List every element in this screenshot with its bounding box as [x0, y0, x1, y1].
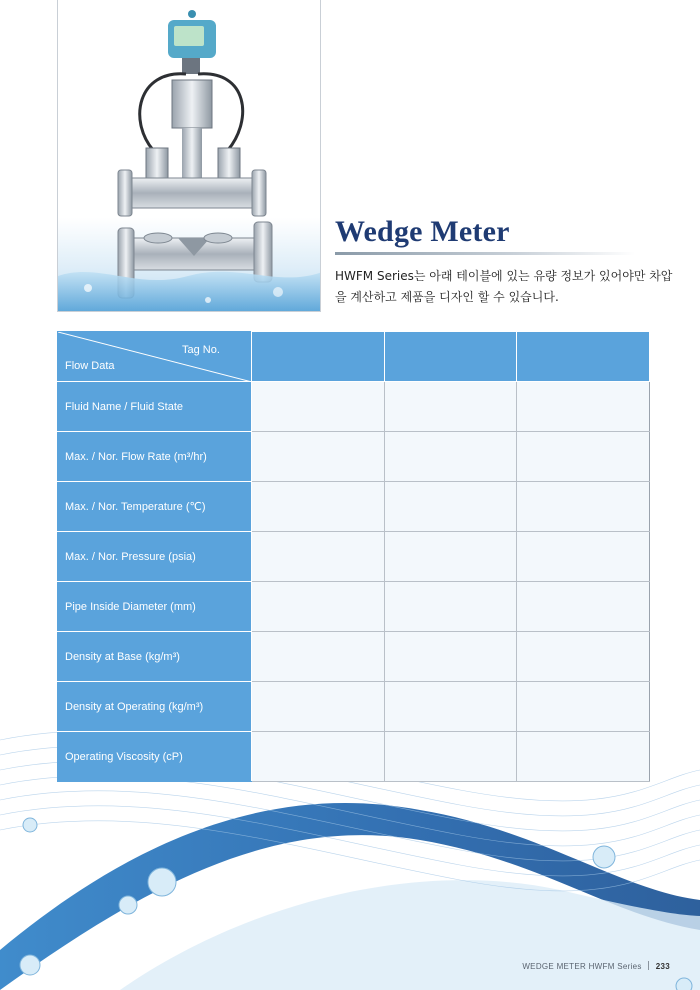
table-cell[interactable]	[384, 432, 517, 482]
table-cell[interactable]	[252, 732, 385, 782]
table-row	[58, 532, 650, 582]
page-footer	[522, 961, 670, 971]
table-cell[interactable]	[252, 582, 385, 632]
header-corner-cell	[58, 332, 252, 382]
row-label: Pipe Inside Diameter (mm)	[58, 582, 252, 632]
title-underline	[335, 252, 635, 255]
page-title: Wedge Meter	[335, 215, 510, 248]
table-row	[58, 382, 650, 432]
footer-divider	[648, 961, 649, 970]
table-cell[interactable]	[384, 682, 517, 732]
row-label: Max. / Nor. Flow Rate (m³/hr)	[58, 432, 252, 482]
table-row	[58, 432, 650, 482]
table-cell[interactable]	[384, 532, 517, 582]
description-text: HWFM Series는 아래 테이블에 있는 유량 정보가 있어야만 차압을 계산하고 제품을 디자인 할 수 있습니다.	[335, 269, 673, 304]
table-cell[interactable]	[252, 532, 385, 582]
row-label: Operating Viscosity (cP)	[58, 732, 252, 782]
table-row	[58, 582, 650, 632]
table-cell[interactable]	[384, 382, 517, 432]
table-cell[interactable]	[384, 632, 517, 682]
table-cell[interactable]	[252, 382, 385, 432]
row-label: Density at Operating (kg/m³)	[58, 682, 252, 732]
header-tag-no: Tag No.	[182, 344, 220, 356]
tag-column-1[interactable]	[252, 332, 385, 382]
table-cell[interactable]	[517, 432, 650, 482]
row-label: Max. / Nor. Temperature (℃)	[58, 482, 252, 532]
table-header-row	[58, 332, 650, 382]
table-cell[interactable]	[517, 532, 650, 582]
table-row	[58, 732, 650, 782]
header-flow-data: Flow Data	[65, 360, 115, 372]
table-row	[58, 482, 650, 532]
table-cell[interactable]	[517, 482, 650, 532]
table-cell[interactable]	[252, 632, 385, 682]
wedge-meter-illustration	[58, 0, 321, 312]
table-row	[58, 632, 650, 682]
table-cell[interactable]	[517, 382, 650, 432]
table-cell[interactable]	[384, 732, 517, 782]
table-cell[interactable]	[252, 482, 385, 532]
table-cell[interactable]	[252, 432, 385, 482]
table-cell[interactable]	[517, 732, 650, 782]
table-cell[interactable]	[384, 582, 517, 632]
row-label: Density at Base (kg/m³)	[58, 632, 252, 682]
row-label: Max. / Nor. Pressure (psia)	[58, 532, 252, 582]
flow-data-table	[57, 331, 650, 782]
row-label: Fluid Name / Fluid State	[58, 382, 252, 432]
table-cell[interactable]	[517, 682, 650, 732]
table-cell[interactable]	[517, 582, 650, 632]
table-cell[interactable]	[384, 482, 517, 532]
table-cell[interactable]	[252, 682, 385, 732]
tag-column-3[interactable]	[517, 332, 650, 382]
table-cell[interactable]	[517, 632, 650, 682]
footer-section: WEDGE METER HWFM Series	[522, 962, 642, 971]
table-row	[58, 682, 650, 732]
tag-column-2[interactable]	[384, 332, 517, 382]
page-number: 233	[655, 962, 670, 971]
product-photo	[57, 0, 321, 312]
diagonal-divider	[58, 332, 252, 382]
